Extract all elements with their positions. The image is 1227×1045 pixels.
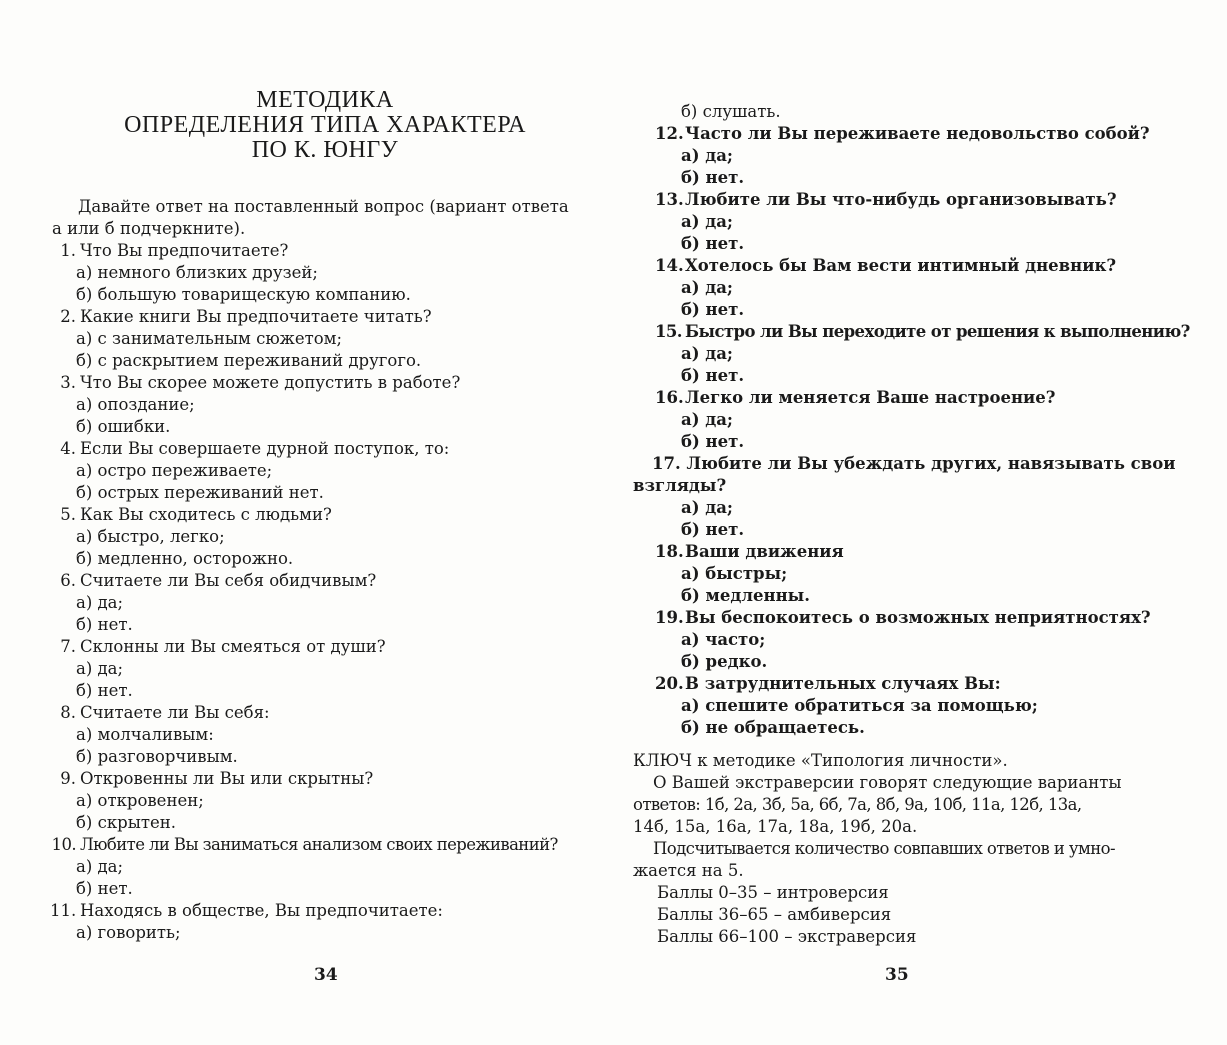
- question: [655, 123, 1190, 145]
- question-number: 19.: [655, 608, 684, 627]
- score-ambiversion: Баллы 36–65 – амбиверсия: [657, 905, 892, 924]
- key-line-5: жается на 5.: [633, 861, 744, 880]
- question-number: 3.: [60, 373, 76, 392]
- instruction-line-1: Давайте ответ на поставленный вопрос (вариант ответа: [78, 197, 569, 216]
- answer-option[interactable]: б) нет.: [76, 681, 133, 700]
- question-17-answer-b: б) нет.: [681, 520, 745, 539]
- question: [50, 438, 558, 460]
- question-number: 14.: [655, 256, 684, 275]
- title-line-1: МЕТОДИКА: [256, 87, 394, 113]
- question: [50, 240, 558, 262]
- answer-option[interactable]: а) быстро, легко;: [76, 527, 225, 546]
- answer-option[interactable]: а) опоздание;: [76, 395, 195, 414]
- question: [50, 504, 558, 526]
- left-page: [0, 0, 613, 1045]
- title-line-2: ОПРЕДЕЛЕНИЯ ТИПА ХАРАКТЕРА: [124, 112, 526, 138]
- carry-over-answer: б) слушать.: [681, 102, 781, 121]
- question-text: Часто ли Вы переживаете недовольство собой?: [685, 124, 1150, 143]
- question: [655, 673, 1190, 695]
- question-number: 2.: [60, 307, 76, 326]
- question-text: Что Вы скорее можете допустить в работе?: [80, 373, 461, 392]
- question-number: 15.: [655, 322, 682, 341]
- question-17-line-1: 17. Любите ли Вы убеждать других, навязывать свои: [652, 454, 1176, 473]
- question: [50, 570, 558, 592]
- question-17-answer-a: а) да;: [681, 498, 734, 517]
- question: [655, 255, 1190, 277]
- answer-option[interactable]: б) редко.: [681, 652, 768, 671]
- answer-option[interactable]: а) молчаливым:: [76, 725, 214, 744]
- answer-option[interactable]: б) нет.: [681, 300, 745, 319]
- question-number: 7.: [60, 637, 76, 656]
- question-text: В затруднительных случаях Вы:: [685, 674, 1001, 693]
- question-text: Склонны ли Вы смеяться от души?: [80, 637, 386, 656]
- question: [655, 321, 1190, 343]
- question-number: 5.: [60, 505, 76, 524]
- question-number: 20.: [655, 674, 684, 693]
- key-line-1: О Вашей экстраверсии говорят следующие варианты: [653, 773, 1122, 792]
- answer-option[interactable]: б) нет.: [76, 615, 133, 634]
- question: [655, 189, 1190, 211]
- question-text: Считаете ли Вы себя:: [80, 703, 270, 722]
- question-number: 9.: [60, 769, 76, 788]
- left-question-list: [50, 240, 558, 944]
- answer-option[interactable]: б) нет.: [681, 234, 745, 253]
- answer-option[interactable]: а) да;: [681, 146, 734, 165]
- question: [50, 702, 558, 724]
- answer-option[interactable]: б) скрытен.: [76, 813, 176, 832]
- question-number: 11.: [50, 901, 77, 920]
- key-line-3: 14б, 15а, 16а, 17а, 18а, 19б, 20а.: [633, 817, 918, 836]
- page-title: [95, 88, 555, 163]
- question-text: Считаете ли Вы себя обидчивым?: [80, 571, 377, 590]
- answer-option[interactable]: а) да;: [76, 857, 124, 876]
- question-number: 18.: [655, 542, 684, 561]
- answer-option[interactable]: б) разговорчивым.: [76, 747, 238, 766]
- question-number: 6.: [60, 571, 76, 590]
- question: [50, 372, 558, 394]
- answer-option[interactable]: а) откровенен;: [76, 791, 204, 810]
- question: [50, 834, 558, 856]
- question-text: Что Вы предпочитаете?: [80, 241, 289, 260]
- question-number: 4.: [60, 439, 76, 458]
- question-text: Хотелось бы Вам вести интимный дневник?: [685, 256, 1117, 275]
- question-text: Ваши движения: [685, 542, 844, 561]
- answer-option[interactable]: б) с раскрытием переживаний другого.: [76, 351, 422, 370]
- answer-option[interactable]: а) да;: [681, 278, 734, 297]
- question-number: 13.: [655, 190, 684, 209]
- question-text: Если Вы совершаете дурной поступок, то:: [80, 439, 450, 458]
- question-17-line-2: взгляды?: [633, 476, 727, 495]
- question-text: Как Вы сходитесь с людьми?: [80, 505, 332, 524]
- question-text: Легко ли меняется Ваше настроение?: [685, 388, 1056, 407]
- answer-option[interactable]: а) да;: [681, 212, 734, 231]
- answer-option[interactable]: а) с занимательным сюжетом;: [76, 329, 343, 348]
- answer-option[interactable]: а) да;: [681, 410, 734, 429]
- answer-option[interactable]: а) быстры;: [681, 564, 788, 583]
- question-text: Быстро ли Вы переходите от решения к выполнению?: [685, 322, 1190, 341]
- answer-option[interactable]: а) часто;: [681, 630, 766, 649]
- score-introversion: Баллы 0–35 – интроверсия: [657, 883, 889, 902]
- answer-option[interactable]: б) большую товарищескую компанию.: [76, 285, 411, 304]
- answer-option[interactable]: б) ошибки.: [76, 417, 171, 436]
- question-number: 10.: [51, 835, 76, 854]
- answer-option[interactable]: б) острых переживаний нет.: [76, 483, 324, 502]
- page-number-35: 35: [885, 965, 909, 985]
- key-title: КЛЮЧ к методике «Типология личности».: [633, 751, 1008, 770]
- right-page: [613, 0, 1227, 1045]
- score-extraversion: Баллы 66–100 – экстраверсия: [657, 927, 917, 946]
- right-question-list: [633, 101, 1190, 739]
- questions-12-16: [655, 123, 1190, 453]
- answer-option[interactable]: б) медленны.: [681, 586, 810, 605]
- question-text: Вы беспокоитесь о возможных неприятностях?: [685, 608, 1151, 627]
- instruction-line-2: а или б подчеркните).: [52, 219, 246, 238]
- question: [655, 607, 1190, 629]
- answer-option[interactable]: а) спешите обратиться за помощью;: [681, 696, 1038, 715]
- answer-option[interactable]: а) да;: [681, 344, 734, 363]
- question: [50, 768, 558, 790]
- question: [655, 541, 1190, 563]
- question: [50, 900, 558, 922]
- question-text: Находясь в обществе, Вы предпочитаете:: [80, 901, 443, 920]
- question-number: 8.: [60, 703, 76, 722]
- question-text: Какие книги Вы предпочитаете читать?: [80, 307, 432, 326]
- answer-option[interactable]: б) не обращаетесь.: [681, 718, 865, 737]
- question-text: Откровенны ли Вы или скрытны?: [80, 769, 374, 788]
- answer-option[interactable]: б) нет.: [681, 432, 745, 451]
- question-text: Любите ли Вы что-нибудь организовывать?: [685, 190, 1117, 209]
- answer-option[interactable]: а) говорить;: [76, 923, 181, 942]
- answer-key: [633, 750, 1122, 948]
- question-text: Любите ли Вы заниматься анализом своих переживаний?: [80, 835, 558, 854]
- answer-option[interactable]: а) да;: [76, 593, 124, 612]
- key-line-2: ответов: 1б, 2а, 3б, 5а, 6б, 7а, 8б, 9а, 10б, 11а, 12б, 13а,: [633, 795, 1082, 814]
- answer-option[interactable]: б) медленно, осторожно.: [76, 549, 294, 568]
- question-number: 1.: [60, 241, 76, 260]
- answer-option[interactable]: а) да;: [76, 659, 124, 678]
- answer-option[interactable]: а) остро переживаете;: [76, 461, 273, 480]
- answer-option[interactable]: б) нет.: [681, 366, 745, 385]
- answer-option[interactable]: б) нет.: [76, 879, 133, 898]
- question-number: 16.: [655, 388, 684, 407]
- key-line-4: Подсчитывается количество совпавших ответов и умно-: [653, 839, 1115, 858]
- question: [50, 636, 558, 658]
- answer-option[interactable]: а) немного близких друзей;: [76, 263, 318, 282]
- answer-option[interactable]: б) нет.: [681, 168, 745, 187]
- question: [50, 306, 558, 328]
- questions-18-20: [655, 541, 1190, 739]
- page-number-34: 34: [314, 965, 338, 985]
- question: [655, 387, 1190, 409]
- title-line-3: ПО К. ЮНГУ: [251, 137, 399, 163]
- question-number: 12.: [655, 124, 684, 143]
